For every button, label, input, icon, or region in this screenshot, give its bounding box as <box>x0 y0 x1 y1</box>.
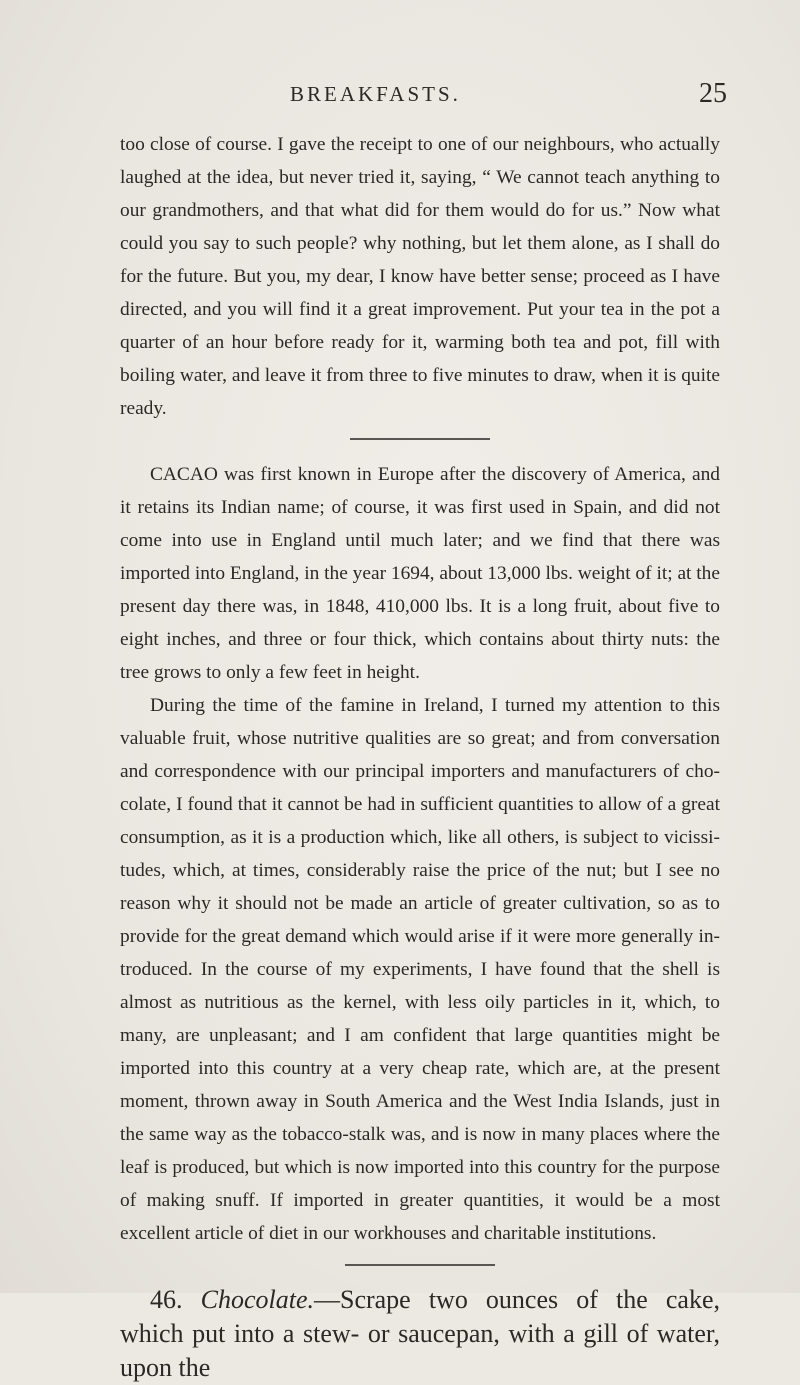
recipe-number: 46. <box>150 1285 183 1314</box>
paragraph-famine: During the time of the famine in Ireland, I turned my attention to this valuable fruit, whose nutritive qualities are so great; and from conversation and correspondence with our principal importers and manufacturers of cho- colate, I found that it cannot be had in sufficient quantities to allow of a great consumption, as it is a production which, like all others, is subject to vicissi- tudes, which, at times, considerably raise the price of the nut; but I see no reason why it should not be made an article of greater cultivation, so as to provide for the great demand which would arise if it were more generally in- troduced. In the course of my experiments, I have found that the shell is almost as nutritious as the kernel, with less oily particles in it, which, to many, are unpleasant; and I am confident that large quantities might be imported into this country at a very cheap rate, which are, at the present moment, thrown away in South America and the West India Islands, just in the same way as the tobacco-stalk was, and is now in many places where the leaf is produced, but which is now imported into this country for the purpose of making snuff. If imported in greater quantities, it would be a most excellent article of diet in our workhouses and charitable institutions. <box>120 695 720 1244</box>
recipe-title: Chocolate. <box>200 1285 314 1314</box>
section-divider <box>345 1264 495 1266</box>
paragraph-tea: too close of course. I gave the receipt to one of our neighbours, who actually laughed at the idea, but never tried it, saying, “ We cannot teach anything to our grandmothers, and that what did for them would do for us.” Now what could you say to such people? why nothing, but let them alone, as I shall do for the future. But you, my dear, I know have better sense; proceed as I have directed, and you will find it a great improvement. Put your tea in the pot a quarter of an hour before ready for it, warming both tea and pot, fill with boiling water, and leave it from three to five minutes to draw, when it is quite ready. <box>120 134 720 419</box>
page-number: 25 <box>699 78 727 109</box>
section-divider <box>350 438 490 440</box>
paragraph-cacao: CACAO was first known in Europe after the discovery of America, and it retains its Indian name; of course, it was first used in Spain, and did not come into use in England until much later; and we find that there was imported into England, in the year 1694, about 13,000 lbs. weight of it; at the present day there was, in 1848, 410,000 lbs. It is a long fruit, about five to eight inches, and three or four thick, which contains about thirty nuts: the tree grows to only a few feet in height. <box>120 464 720 683</box>
body-text <box>120 128 720 1385</box>
recipe-text: —Scrape two ounces of the cake, which put into a stew- or saucepan, with a gill of water, upon the <box>120 1285 720 1382</box>
running-head: BREAKFASTS. <box>290 82 461 106</box>
recipe-chocolate <box>120 1283 720 1385</box>
page-header <box>120 78 727 112</box>
